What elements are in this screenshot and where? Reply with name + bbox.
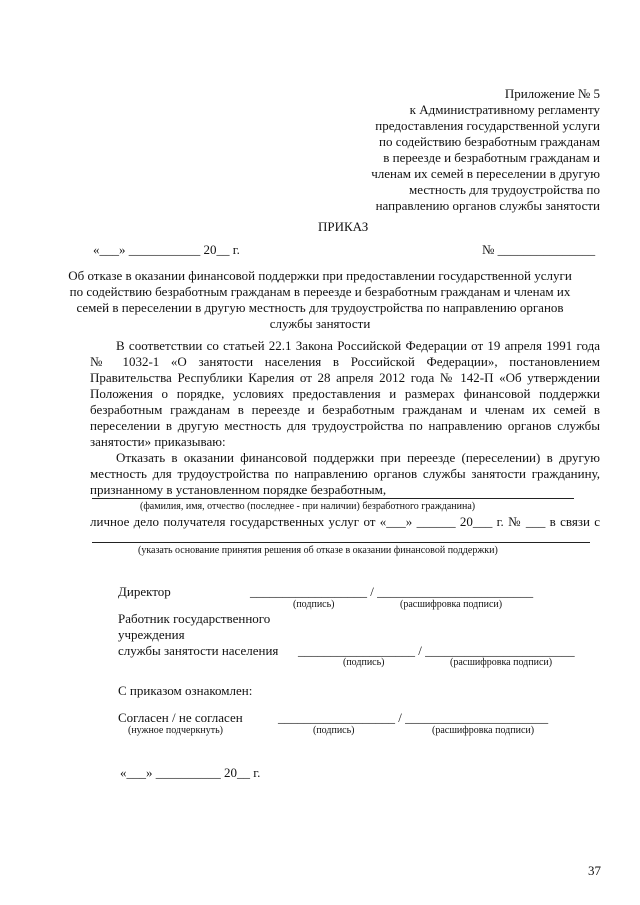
personal-file-line: личное дело получателя государственных услуг от «___» ______ 20___ г. № ___ в связи с bbox=[90, 514, 600, 529]
worker-sign-caption: (подпись) bbox=[343, 657, 385, 668]
worker-signature-line: __________________ / _______________________ bbox=[298, 643, 575, 658]
appendix-line: по содействию безработным гражданам bbox=[379, 134, 600, 149]
subject-line: семей в переселении в другую местность для трудоустройства по направлению органов bbox=[76, 300, 564, 315]
acquaintance-date: «___» __________ 20__ г. bbox=[120, 765, 261, 780]
order-date: «___» ___________ 20__ г. bbox=[93, 242, 240, 257]
paragraph-line: Положения о порядке, условиях предоставления и размерах финансовой поддержки bbox=[90, 386, 600, 401]
appendix-line: Приложение № 5 bbox=[504, 86, 600, 101]
worker-label: Работник государственного bbox=[118, 611, 271, 626]
director-decode-caption: (расшифровка подписи) bbox=[400, 599, 503, 610]
fio-caption: (фамилия, имя, отчество (последнее - при наличии) безработного гражданина) bbox=[140, 501, 476, 512]
page-number: 37 bbox=[588, 863, 601, 878]
paragraph-line: Правительства Республики Карелия от 28 апреля 2012 года № 142-П «Об утверждении bbox=[90, 370, 600, 385]
paragraph-line: безработным гражданам в переезде и безработным гражданам и членам их семей в bbox=[90, 402, 600, 417]
director-signature-line: __________________ / ________________________ bbox=[250, 584, 534, 599]
worker-label: службы занятости населения bbox=[118, 643, 279, 658]
director-label: Директор bbox=[118, 584, 171, 599]
appendix-line: местность для трудоустройства по bbox=[409, 182, 600, 197]
appendix-line: в переезде и безработным гражданам и bbox=[383, 150, 600, 165]
fio-fill-line bbox=[92, 498, 574, 499]
subject-line: службы занятости bbox=[269, 316, 371, 331]
worker-label: учреждения bbox=[118, 627, 185, 642]
paragraph-line: местность для трудоустройства по направлению органов службы занятости гражданину, bbox=[90, 466, 600, 481]
paragraph-line: Отказать в оказании финансовой поддержки при переезде (переселении) в другую bbox=[116, 450, 600, 465]
acquainted-label: С приказом ознакомлен: bbox=[118, 683, 253, 698]
agree-signature-line: __________________ / ______________________ bbox=[278, 710, 549, 725]
paragraph-line: занятости» приказываю: bbox=[90, 434, 226, 449]
appendix-line: направлению органов службы занятости bbox=[375, 198, 600, 213]
agree-decode-caption: (расшифровка подписи) bbox=[432, 725, 535, 736]
reason-caption: (указать основание принятия решения об отказе в оказании финансовой поддержки) bbox=[138, 545, 498, 556]
reason-fill-line bbox=[92, 542, 590, 543]
subject-line: по содействию безработным гражданам в переезде и безработным гражданам и членам их bbox=[69, 284, 571, 299]
appendix-line: к Административному регламенту bbox=[409, 102, 600, 117]
worker-decode-caption: (расшифровка подписи) bbox=[450, 657, 553, 668]
document-title: ПРИКАЗ bbox=[318, 219, 369, 234]
agree-caption: (нужное подчеркнуть) bbox=[128, 725, 223, 736]
agree-sign-caption: (подпись) bbox=[313, 725, 355, 736]
appendix-line: предоставления государственной услуги bbox=[375, 118, 600, 133]
paragraph-line: признанному в установленном порядке безработным, bbox=[90, 482, 387, 497]
order-number: № _______________ bbox=[482, 242, 596, 257]
agree-label: Согласен / не согласен bbox=[118, 710, 243, 725]
appendix-line: членам их семей в переселении в другую bbox=[371, 166, 600, 181]
subject-line: Об отказе в оказании финансовой поддержки при предоставлении государственной услуги bbox=[68, 268, 572, 283]
paragraph-line: В соответствии со статьей 22.1 Закона Российской Федерации от 19 апреля 1991 года bbox=[116, 338, 600, 353]
paragraph-line: № 1032-1 «О занятости населения в Российской Федерации», постановлением bbox=[90, 354, 600, 369]
director-sign-caption: (подпись) bbox=[293, 599, 335, 610]
paragraph-line: переселении в другую местность для трудоустройства по направлению органов службы bbox=[90, 418, 600, 433]
